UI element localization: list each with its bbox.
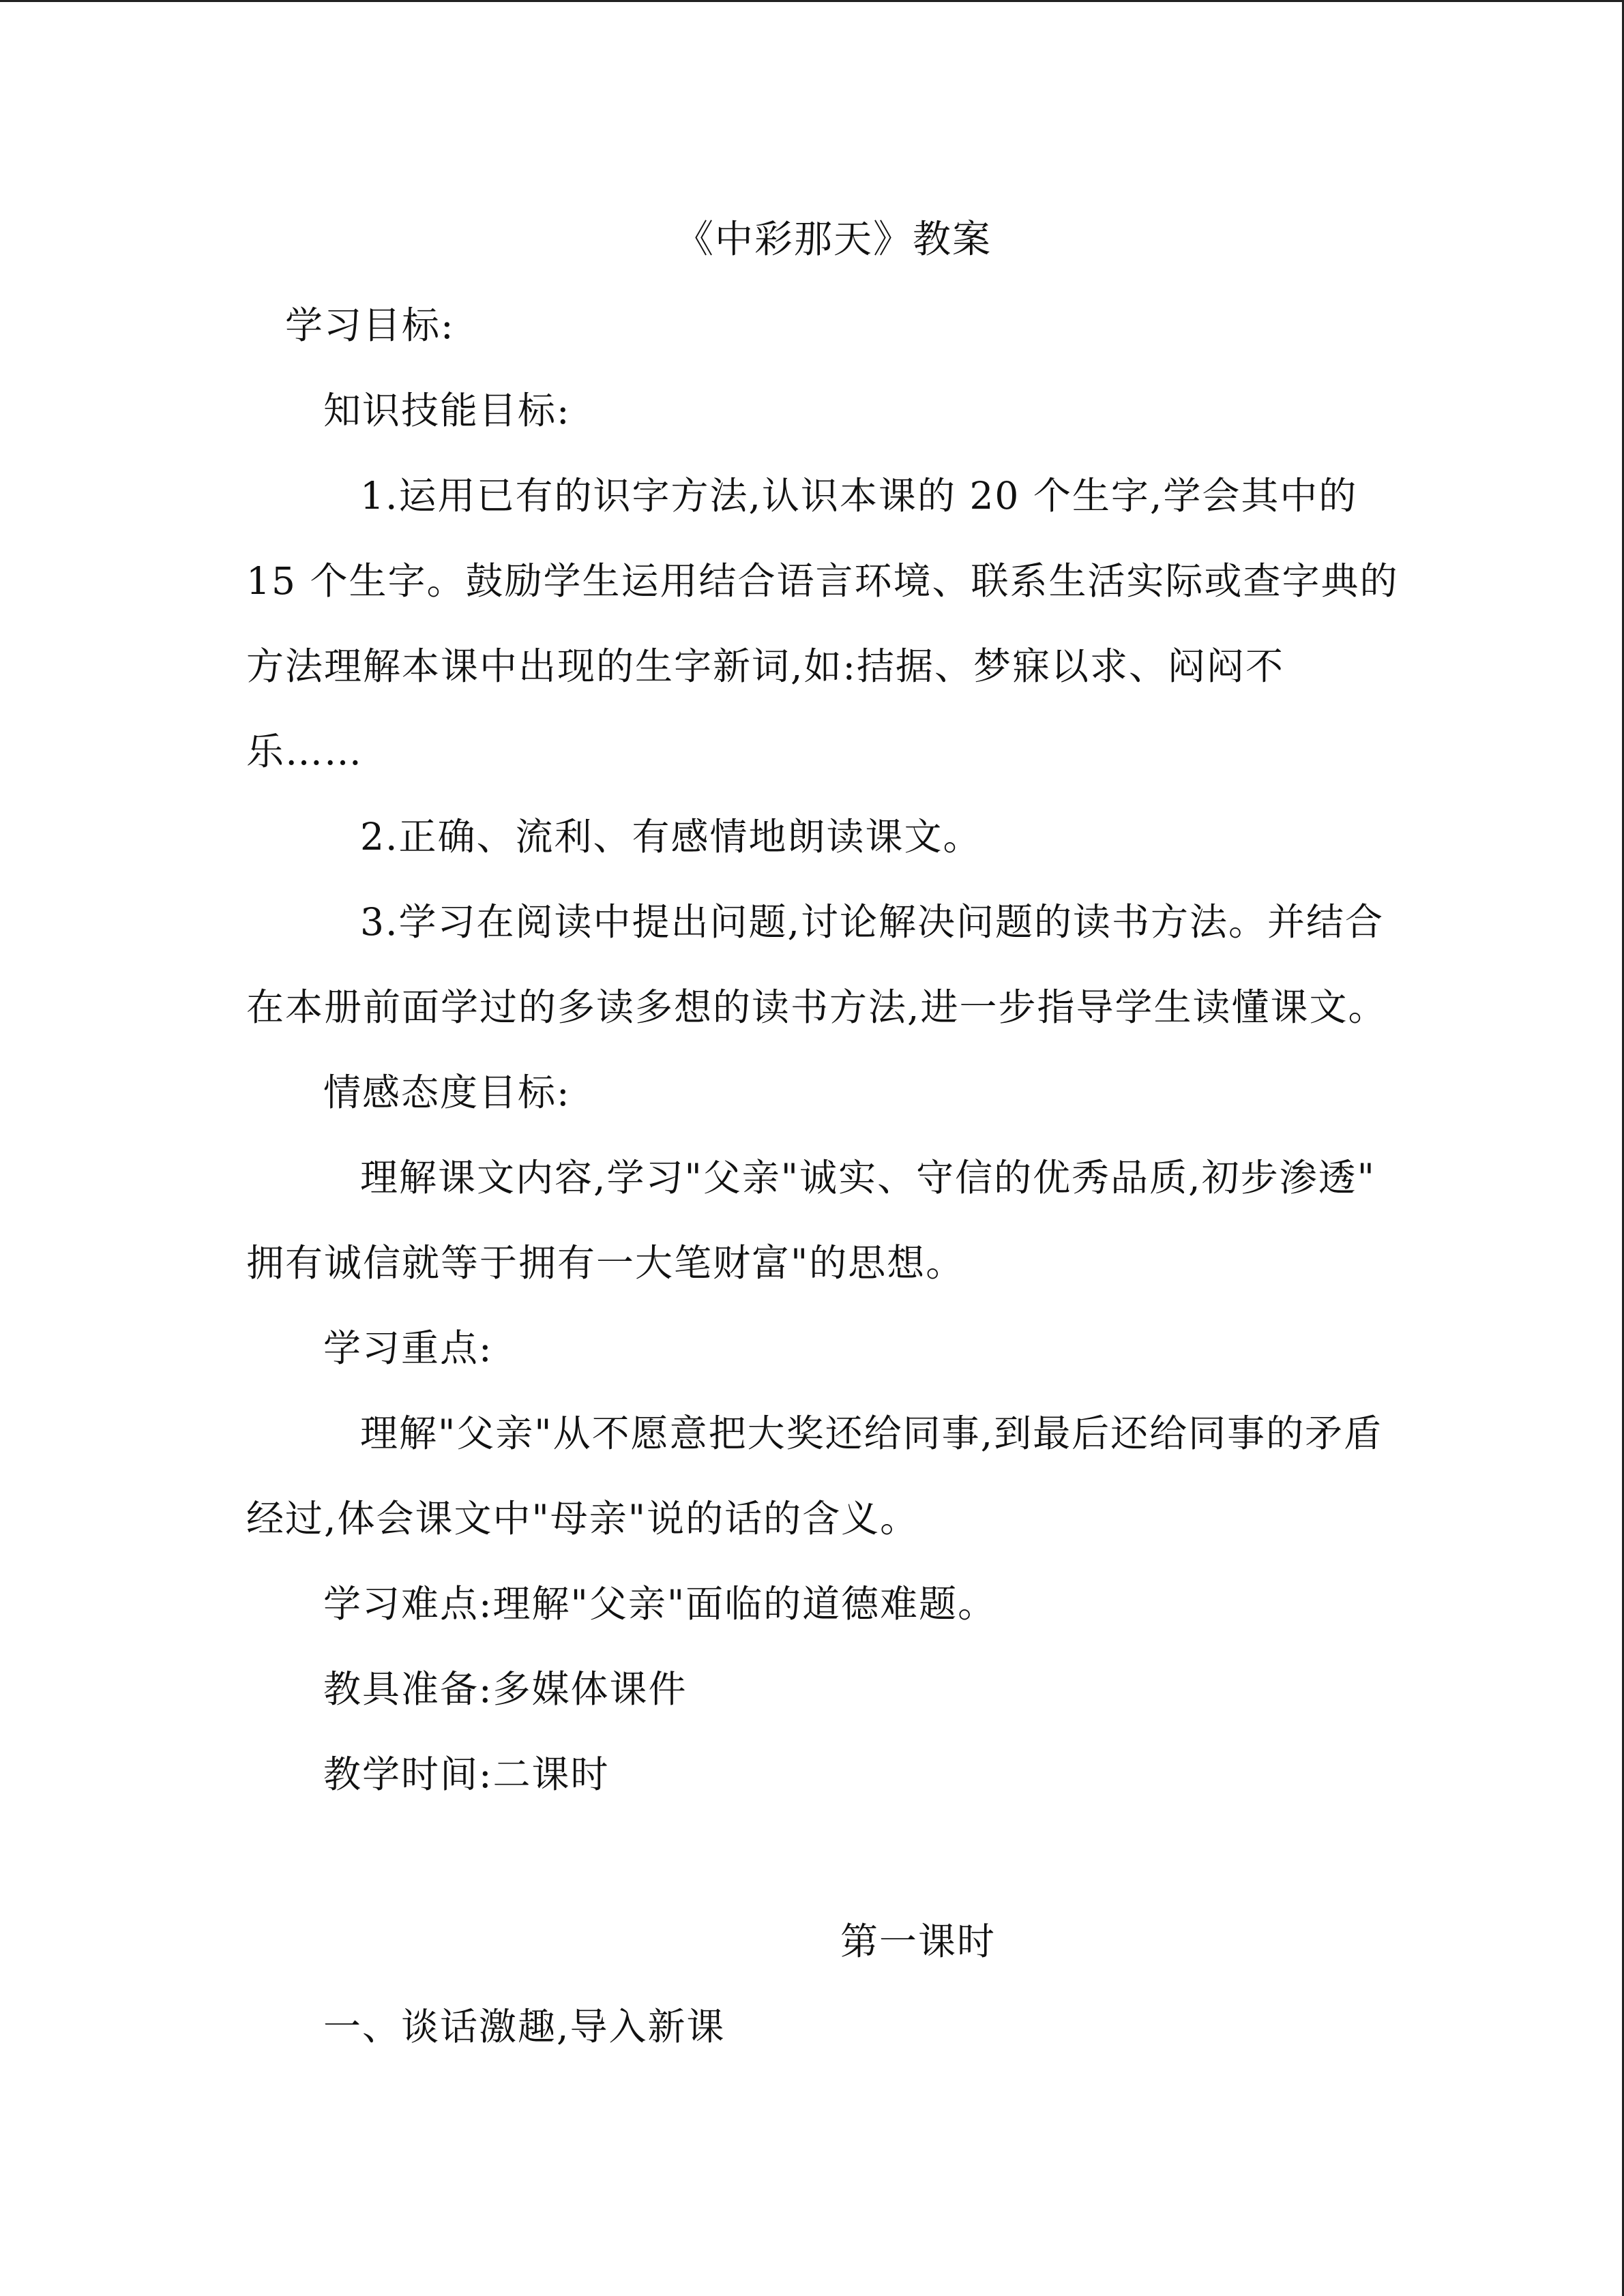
emotion-goals-heading: 情感态度目标: [323, 1071, 571, 1114]
goal-item-1-line-4: 乐…… [246, 730, 364, 773]
key-points-heading: 学习重点: [323, 1326, 493, 1370]
tools-line: 教具准备:多媒体课件 [323, 1667, 688, 1711]
emotion-goals-line-2: 拥有诚信就等于拥有一大笔财富"的思想。 [246, 1241, 965, 1285]
goal-item-1-line-2: 15 个生字。鼓励学生运用结合语言环境、联系生活实际或查字典的 [246, 559, 1399, 603]
section-1-heading: 一、谈话激趣,导入新课 [323, 2005, 726, 2048]
knowledge-goals-heading: 知识技能目标: [323, 389, 571, 432]
goal-item-3-line-1: 3.学习在阅读中提出问题,讨论解决问题的读书方法。并结合 [360, 900, 1384, 944]
emotion-goals-line-1: 理解课文内容,学习"父亲"诚实、守信的优秀品质,初步渗透" [360, 1156, 1376, 1199]
time-line: 教学时间:二课时 [323, 1753, 610, 1796]
goal-item-1-line-1: 1.运用已有的识字方法,认识本课的 20 个生字,学会其中的 [360, 474, 1358, 518]
key-points-line-2: 经过,体会课文中"母亲"说的话的含义。 [246, 1497, 919, 1540]
goal-item-1-line-3: 方法理解本课中出现的生字新词,如:拮据、梦寐以求、闷闷不 [246, 644, 1285, 688]
goal-item-2: 2.正确、流利、有感情地朗读课文。 [360, 815, 982, 859]
document-title: 《中彩那天》教案 [675, 218, 992, 262]
difficulty-line: 学习难点:理解"父亲"面临的道德难题。 [323, 1582, 997, 1626]
page-top-border [0, 0, 1624, 2]
learning-goals-heading: 学习目标: [285, 303, 455, 347]
key-points-line-1: 理解"父亲"从不愿意把大奖还给同事,到最后还给同事的矛盾 [360, 1412, 1383, 1455]
goal-item-3-line-2: 在本册前面学过的多读多想的读书方法,进一步指导学生读懂课文。 [246, 985, 1387, 1029]
lesson-1-heading: 第一课时 [840, 1920, 996, 1963]
